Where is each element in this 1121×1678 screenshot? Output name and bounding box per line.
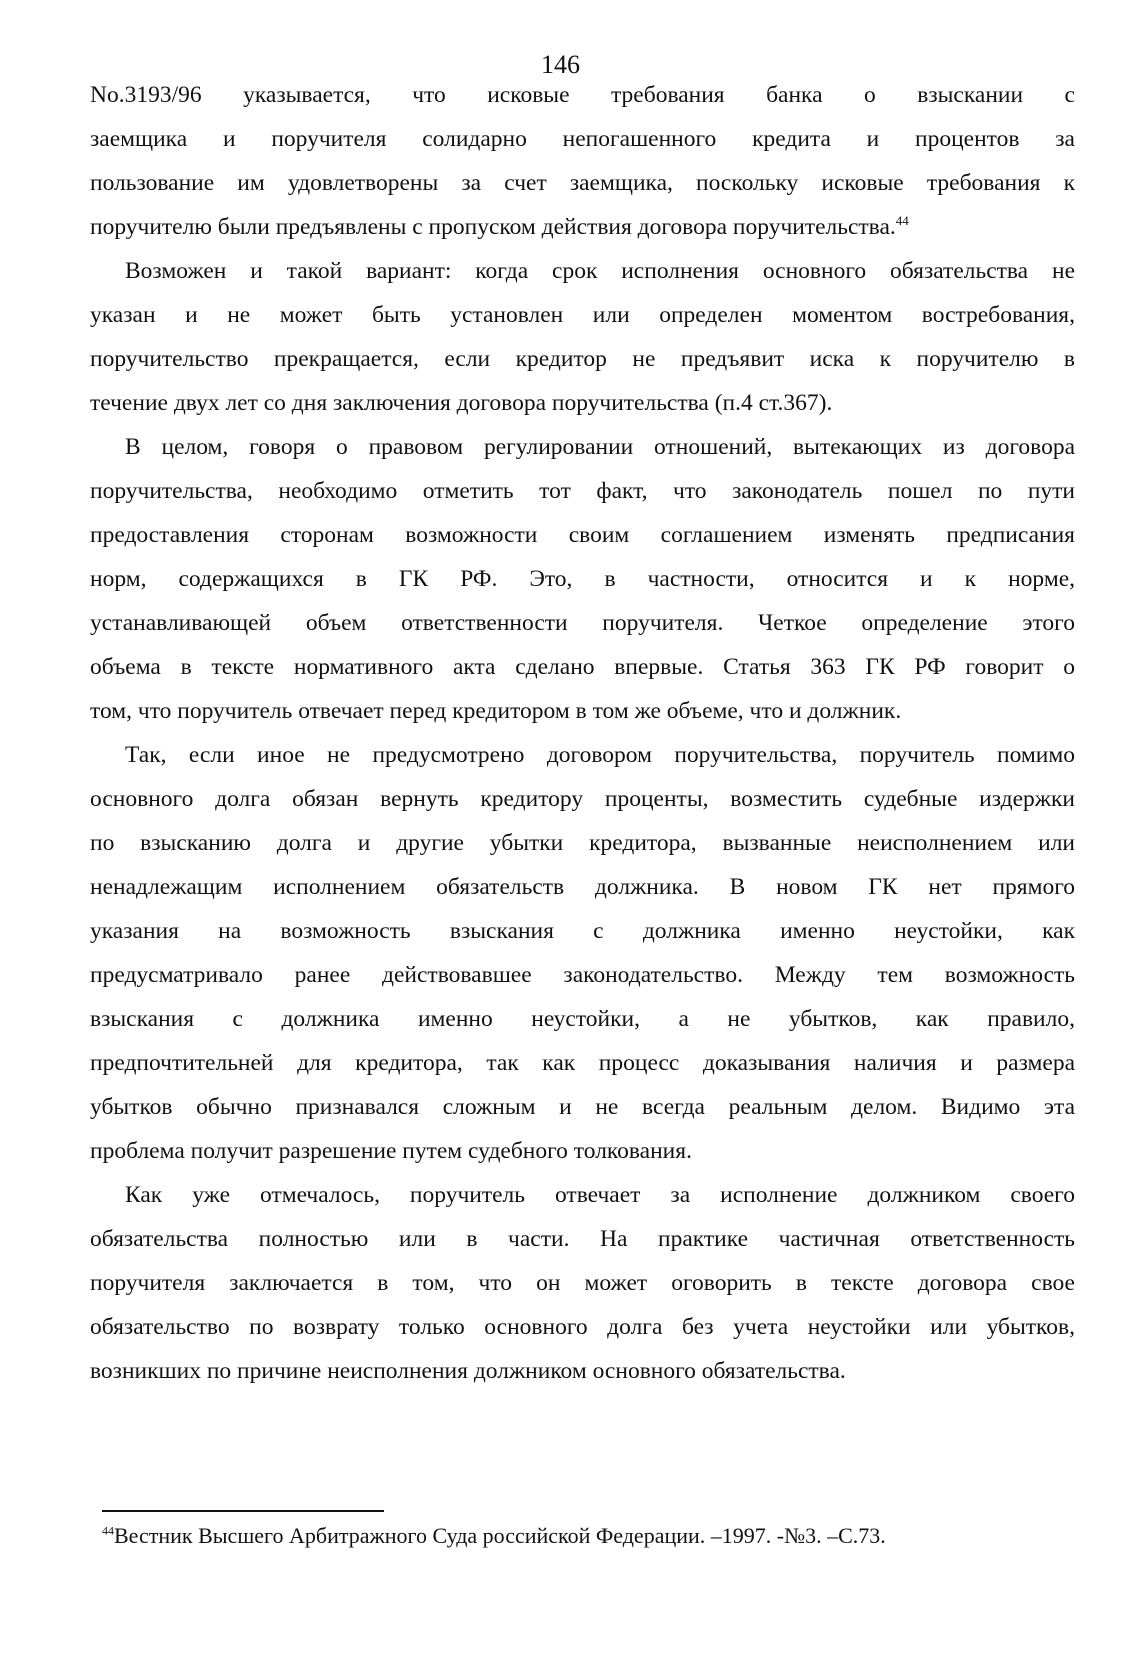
- text-line: поручителя заключается в том, что он может оговорить в тексте договора свое: [90, 1270, 1075, 1296]
- footnote: [102, 1522, 886, 1550]
- text-line: основного долга обязан вернуть кредитору проценты, возместить судебные издержки: [90, 786, 1075, 812]
- text-line: Возможен и такой вариант: когда срок исполнения основного обязательства не: [125, 258, 1075, 284]
- text-line-content: поручителю были предъявлены с пропуском действия договора поручительства.: [90, 214, 896, 240]
- text-line: No.3193/96 указывается, что исковые требования банка о взыскании с: [90, 82, 1075, 108]
- text-line: обязательство по возврату только основного долга без учета неустойки или убытков,: [90, 1314, 1075, 1340]
- text-line: объема в тексте нормативного акта сделано впервые. Статья 363 ГК РФ говорит о: [90, 654, 1075, 680]
- text-line: поручительство прекращается, если кредитор не предъявит иска к поручителю в: [90, 346, 1075, 372]
- text-line: [90, 212, 1075, 242]
- text-line: норм, содержащихся в ГК РФ. Это, в частности, относится и к норме,: [90, 566, 1075, 592]
- text-line: Так, если иное не предусмотрено договором поручительства, поручитель помимо: [125, 742, 1075, 768]
- text-line: проблема получит разрешение путем судебного толкования.: [90, 1138, 692, 1164]
- text-line: указан и не может быть установлен или определен моментом востребования,: [90, 302, 1075, 328]
- text-line: предпочтительней для кредитора, так как процесс доказывания наличия и размера: [90, 1050, 1075, 1076]
- text-line: указания на возможность взыскания с должника именно неустойки, как: [90, 918, 1075, 944]
- text-line: течение двух лет со дня заключения договора поручительства (п.4 ст.367).: [90, 390, 833, 416]
- text-line: обязательства полностью или в части. На практике частичная ответственность: [90, 1226, 1075, 1252]
- text-line: возникших по причине неисполнения должником основного обязательства.: [90, 1358, 846, 1384]
- text-line: В целом, говоря о правовом регулировании отношений, вытекающих из договора: [125, 434, 1075, 460]
- text-line: поручительства, необходимо отметить тот факт, что законодатель пошел по пути: [90, 478, 1075, 504]
- text-line: взыскания с должника именно неустойки, а не убытков, как правило,: [90, 1006, 1075, 1032]
- text-line: по взысканию долга и другие убытки кредитора, вызванные неисполнением или: [90, 830, 1075, 856]
- text-line: Как уже отмечалось, поручитель отвечает за исполнение должником своего: [125, 1182, 1075, 1208]
- footnote-marker: 44: [102, 1523, 114, 1538]
- text-line: предоставления сторонам возможности своим соглашением изменять предписания: [90, 522, 1075, 548]
- text-line: заемщика и поручителя солидарно непогашенного кредита и процентов за: [90, 126, 1075, 152]
- text-line: устанавливающей объем ответственности поручителя. Четкое определение этого: [90, 610, 1075, 636]
- footnote-separator: [102, 1510, 384, 1512]
- text-line: предусматривало ранее действовавшее законодательство. Между тем возможность: [90, 962, 1075, 988]
- text-line: убытков обычно признавался сложным и не всегда реальным делом. Видимо эта: [90, 1094, 1075, 1120]
- text-line: ненадлежащим исполнением обязательств должника. В новом ГК нет прямого: [90, 874, 1075, 900]
- footnote-reference: 44: [895, 213, 909, 229]
- text-line: пользование им удовлетворены за счет заемщика, поскольку исковые требования к: [90, 170, 1075, 196]
- footnote-text: Вестник Высшего Арбитражного Суда российской Федерации. –1997. -№3. –С.73.: [114, 1523, 886, 1548]
- page-number: 146: [541, 50, 580, 79]
- text-line: том, что поручитель отвечает перед кредитором в том же объеме, что и должник.: [90, 698, 902, 724]
